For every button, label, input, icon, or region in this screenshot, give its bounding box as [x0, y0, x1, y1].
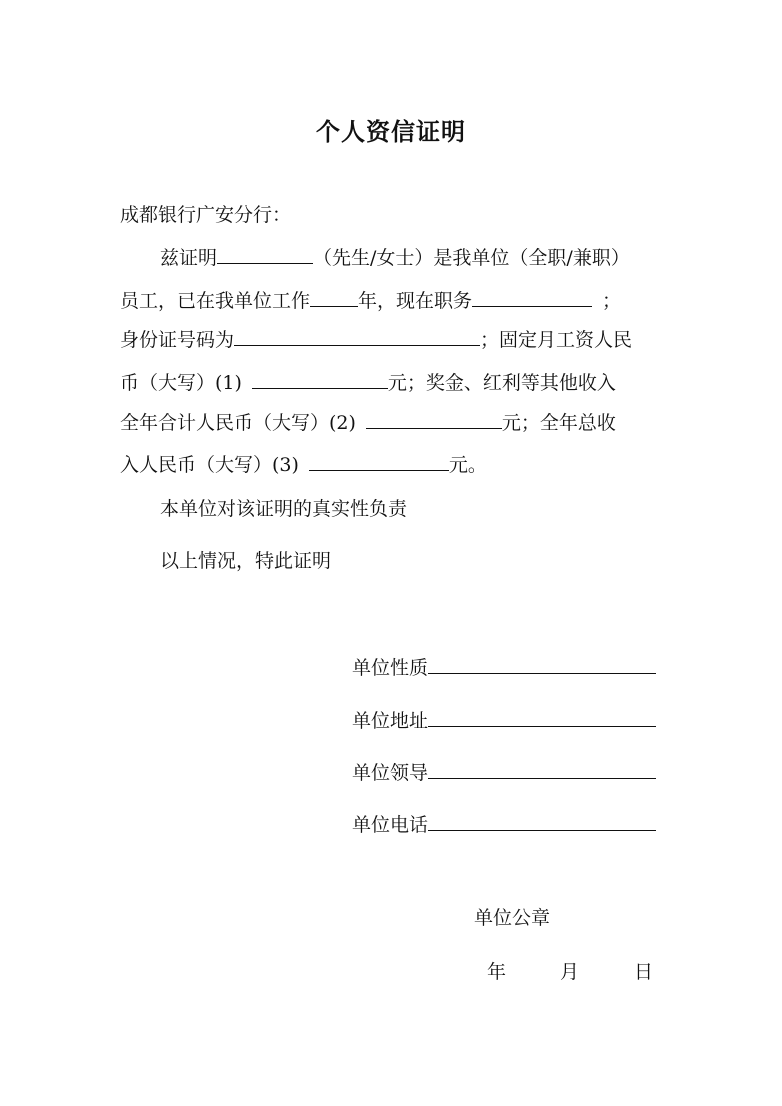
- unit-address-label: 单位地址: [352, 710, 429, 732]
- date-day: 日: [634, 961, 654, 983]
- responsibility-statement: 本单位对该证明的真实性负责: [160, 498, 408, 520]
- name-blank[interactable]: [217, 243, 313, 264]
- addressee: 成都银行广安分行：: [120, 204, 292, 226]
- unit-phone-label: 单位电话: [352, 814, 429, 836]
- annual-bonus-blank[interactable]: [366, 408, 502, 429]
- unit-nature-row: [352, 653, 656, 680]
- position-text: 年，现在职务: [358, 290, 473, 312]
- position-blank[interactable]: [472, 286, 592, 307]
- paragraph-line-1: [160, 243, 630, 270]
- yuan-end-text: 元。: [448, 454, 487, 476]
- paragraph-line-4: [120, 368, 616, 395]
- total-income-blank[interactable]: [309, 450, 449, 471]
- unit-address-row: [352, 706, 656, 733]
- years-blank[interactable]: [310, 286, 358, 307]
- monthly-salary-blank[interactable]: [252, 368, 388, 389]
- date-month: 月: [560, 961, 580, 983]
- certify-text: 兹证明: [160, 247, 218, 269]
- unit-leader-blank[interactable]: [428, 758, 656, 779]
- paragraph-line-5: [120, 408, 616, 435]
- employee-text: 员工，已在我单位工作: [120, 290, 311, 312]
- semicolon-text: ；: [602, 290, 622, 312]
- unit-leader-label: 单位领导: [352, 762, 429, 784]
- unit-nature-label: 单位性质: [352, 657, 429, 679]
- id-number-text: 身份证号码为: [120, 329, 235, 351]
- unit-phone-row: [352, 810, 656, 837]
- paragraph-line-3: [120, 325, 632, 352]
- unit-seal-label: 单位公章: [474, 907, 551, 929]
- paragraph-line-6: [120, 450, 487, 477]
- salary-uppercase-text: 币（大写）(1): [120, 372, 242, 394]
- id-number-blank[interactable]: [234, 325, 480, 346]
- total-income-text: 入人民币（大写）(3): [120, 454, 299, 476]
- annual-total-text: 元；全年总收: [501, 412, 616, 434]
- unit-phone-blank[interactable]: [428, 810, 656, 831]
- gender-employment-text: （先生/女士）是我单位（全职/兼职）: [313, 247, 630, 269]
- closing-statement: 以上情况，特此证明: [160, 550, 332, 572]
- date-year: 年: [487, 961, 507, 983]
- paragraph-line-2: [120, 286, 621, 313]
- unit-address-blank[interactable]: [428, 706, 656, 727]
- annual-bonus-text: 全年合计人民币（大写）(2): [120, 412, 356, 434]
- unit-nature-blank[interactable]: [428, 653, 656, 674]
- bonus-text: 元；奖金、红利等其他收入: [387, 372, 616, 394]
- unit-leader-row: [352, 758, 656, 785]
- document-title: 个人资信证明: [316, 118, 466, 146]
- monthly-salary-text: ；固定月工资人民: [480, 329, 633, 351]
